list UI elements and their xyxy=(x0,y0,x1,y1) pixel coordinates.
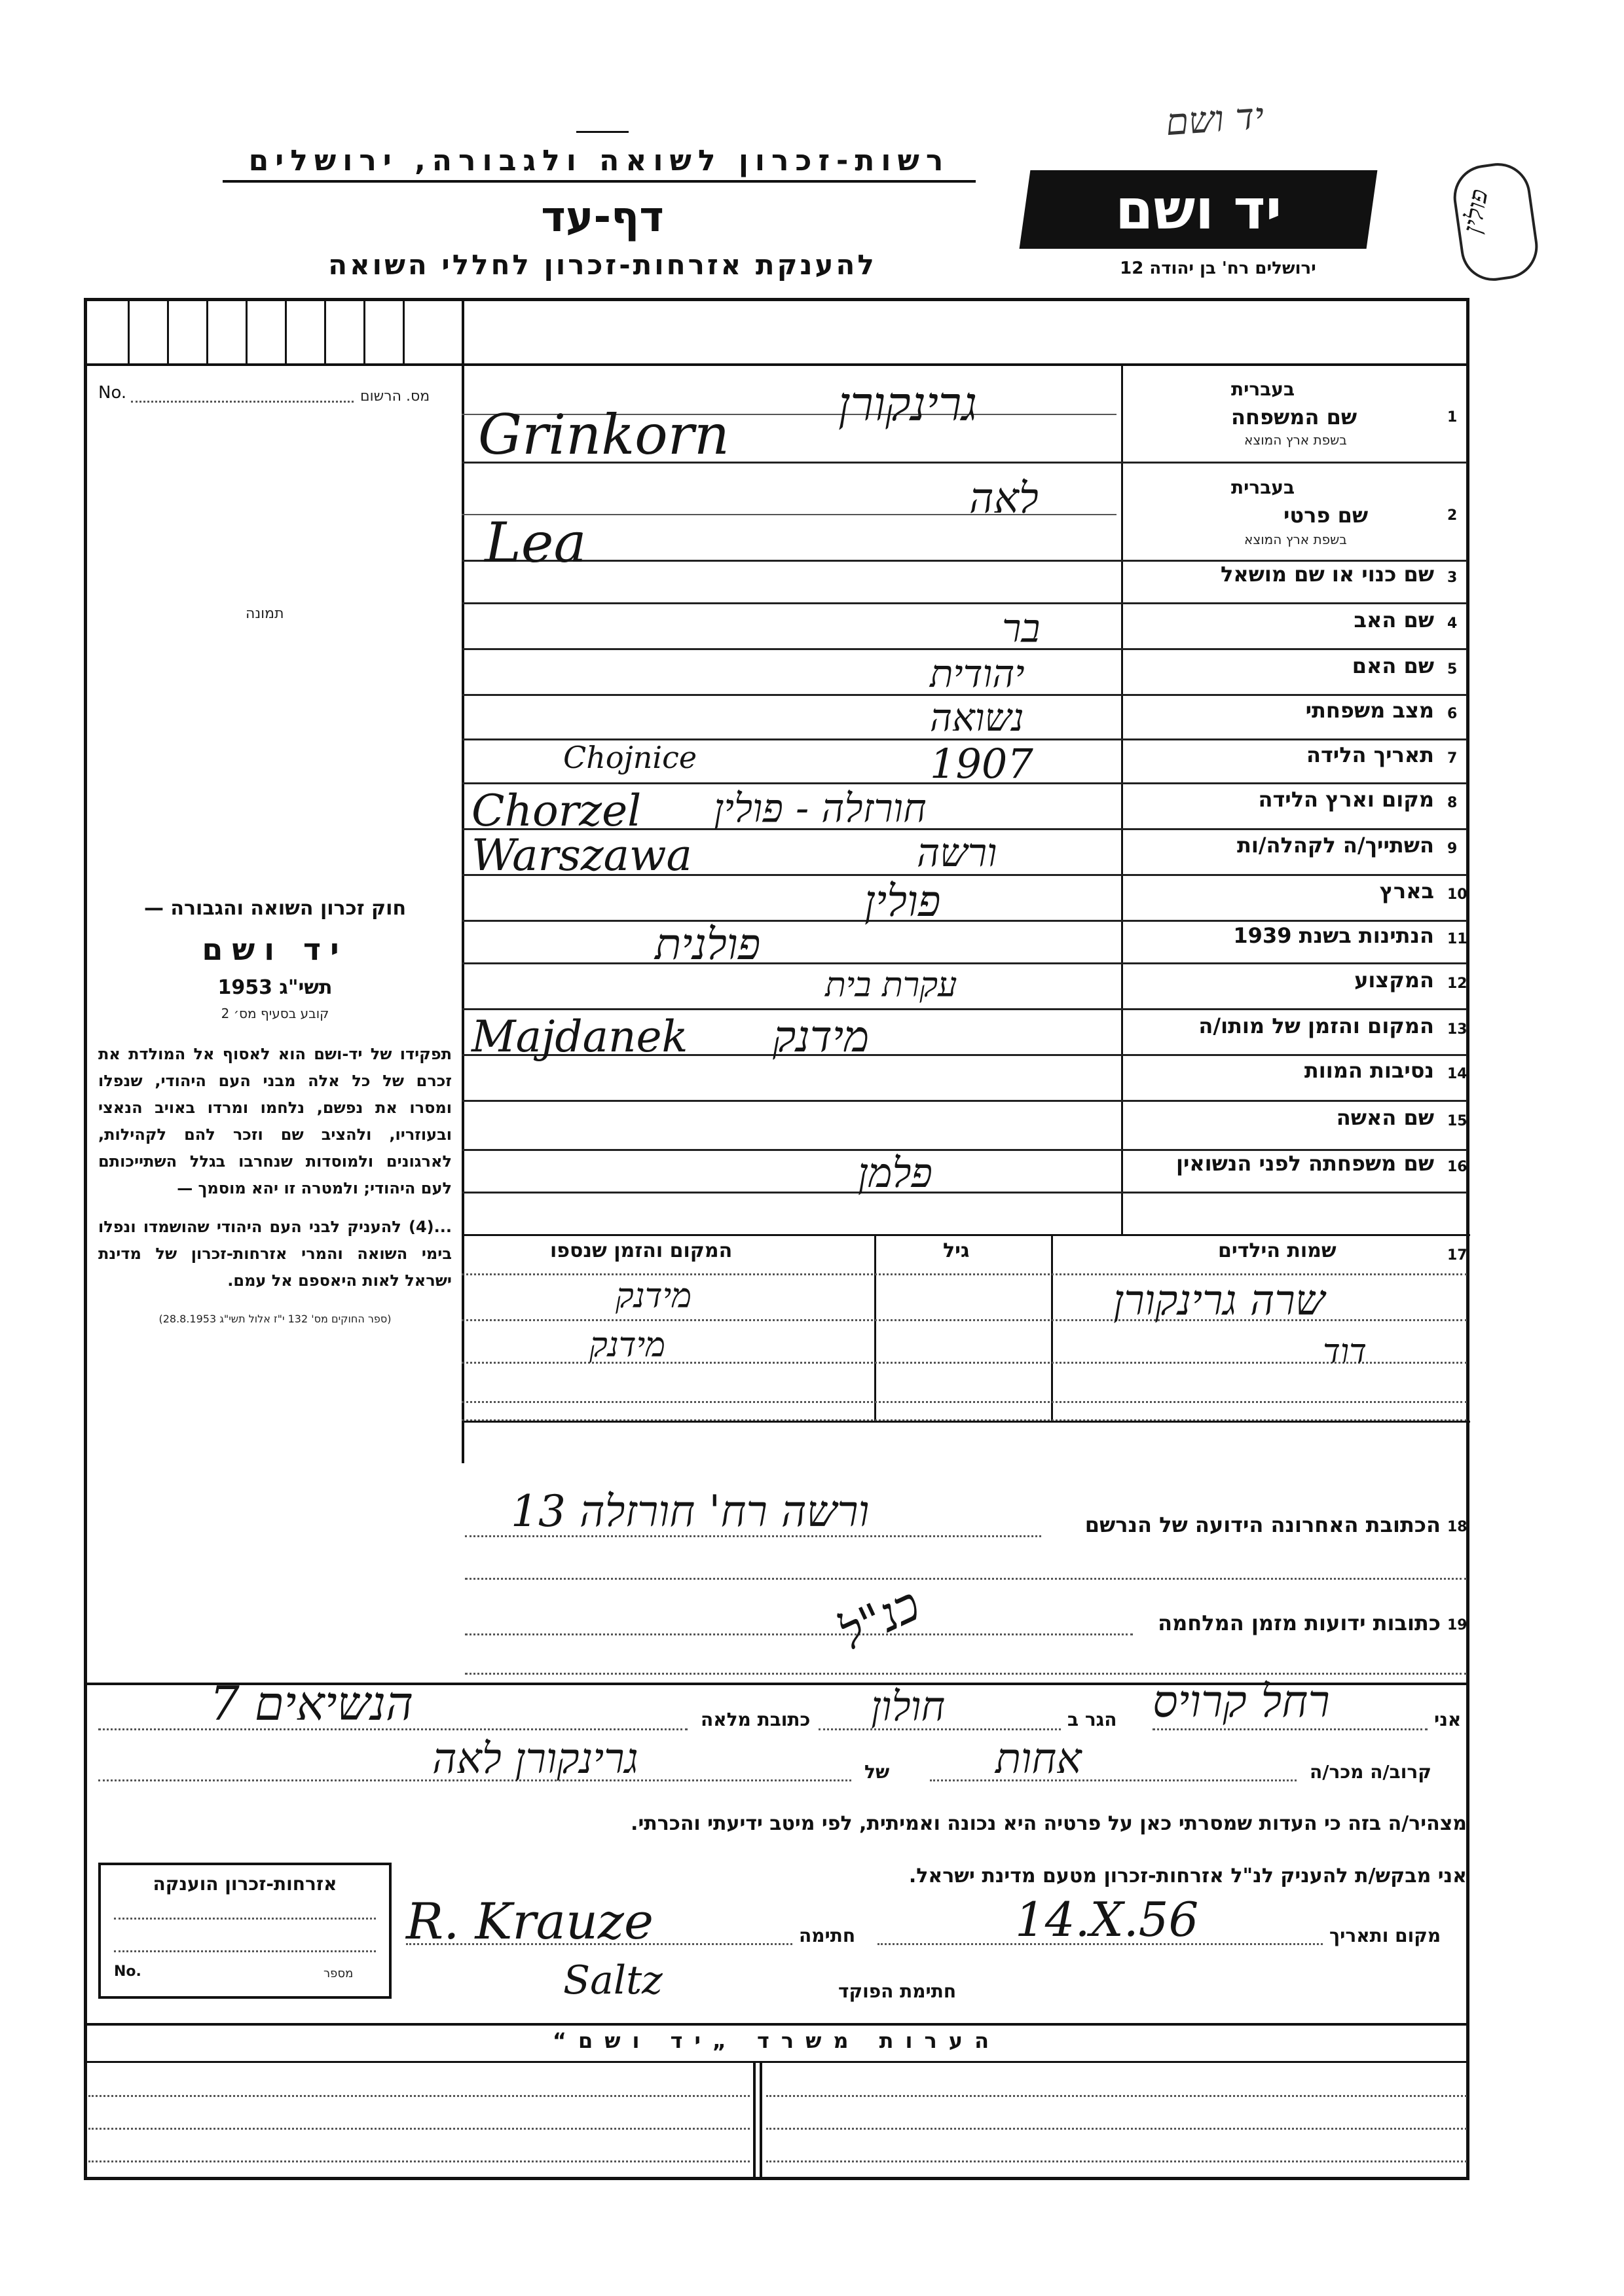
decl-relative: קרוב/ה מכר/ה xyxy=(1310,1761,1431,1783)
decl-ani: אני xyxy=(1434,1709,1462,1730)
yad-vashem-logo xyxy=(1020,170,1378,249)
decl-signature: R. Krauze xyxy=(406,1892,654,1950)
field-7-number: 7 xyxy=(1447,750,1458,767)
field-3-label: שם כנוי או שם מושאל xyxy=(1220,562,1434,587)
decl-place-date: מקום ותאריך xyxy=(1329,1925,1441,1946)
field-12-number: 12 xyxy=(1447,975,1467,992)
law-box xyxy=(98,897,452,1473)
field-9-number: 9 xyxy=(1447,841,1458,857)
notes-title: הערות משרד „יד ושם“ xyxy=(552,2028,1001,2053)
decl-date: 14.X.56 xyxy=(1015,1892,1199,1947)
child-name: דוד xyxy=(1323,1332,1367,1372)
law-paragraph-2: ...(4) להעניק לבני העם היהודי שהושמדו ונפלו בימי השואה והמרי אזרחות-זכרון של מדינת ישראל לאות היאספם אל עמם. xyxy=(98,1218,452,1290)
award-title: אזרחות-זכרון הוענקה xyxy=(153,1873,337,1895)
child-place: מידנק xyxy=(616,1277,692,1316)
field-10-number: 10 xyxy=(1447,886,1467,903)
law-title: חוק זכרון השואה והגבורה — xyxy=(143,897,407,920)
field-5-number: 5 xyxy=(1447,661,1458,678)
field-11-number: 11 xyxy=(1447,931,1467,947)
field-7-value: 1907 xyxy=(930,740,1033,788)
registry-number-label: No. xyxy=(98,383,127,403)
field-15-number: 15 xyxy=(1447,1113,1467,1129)
field-19-label: כתובות ידועות מזמן המלחמה xyxy=(1158,1611,1441,1635)
field-5-label: שם האם xyxy=(1352,653,1434,678)
award-no-label: No. xyxy=(114,1963,141,1980)
registry-label: מס. הרשום xyxy=(360,388,430,405)
field-13-value-latin: Majdanek xyxy=(471,1011,688,1062)
decl-signature-label: חתימה xyxy=(799,1925,856,1946)
field-19-number: 19 xyxy=(1447,1617,1467,1633)
child-name: שרה גרינקורן xyxy=(1113,1277,1325,1325)
field-10-value: פולין xyxy=(864,876,941,926)
award-number-label: מספר xyxy=(323,1967,354,1980)
field-13-value: מידנק xyxy=(773,1011,870,1062)
law-paragraph-1: תפקידו של יד-ושם הוא לאסוף אל המולדת את זכרם של כל אלה מבני העם היהודי, שנפלו ומסרו את נפשם, נלחמו ומרדו באויב הנאצי ובעוזריו, ולהציב שם וזכר להם לקהילות, לארגונים ולמוסדות שנחרבו בגלל השתייכותם לעם היהודי; ולמטרה זו יהא מוסמך — xyxy=(98,1045,452,1197)
field-8-number: 8 xyxy=(1447,795,1458,811)
field-18-label: הכתובת האחרונה הידועה של הנרשם xyxy=(1084,1512,1441,1537)
field-4-number: 4 xyxy=(1447,615,1458,632)
field-4-label: שם האב xyxy=(1354,608,1434,632)
child-place: מידנק xyxy=(589,1326,666,1365)
field-9-value-latin: Warszawa xyxy=(471,830,692,881)
field-6-label: מצב משפחתי xyxy=(1305,698,1434,723)
decl-statement-2: אני מבקש/ת להעניק לנ"ל אזרחות-זכרון מטעם מדינת ישראל. xyxy=(908,1865,1467,1887)
field-label: שם פרטי xyxy=(1283,503,1369,528)
field-9-value: ורשה xyxy=(917,830,997,876)
field-17-number: 17 xyxy=(1447,1247,1467,1264)
children-col-place: המקום והזמן שנספו xyxy=(550,1239,733,1262)
field-8-value-latin: Chorzel xyxy=(471,786,642,836)
field-19-value: כנ"ל xyxy=(830,1576,929,1661)
logo-address: ירושלים רח' בן יהודה 12 xyxy=(1120,259,1316,278)
field-sublabel-hebrew: בעברית xyxy=(1231,378,1295,400)
field-value-latin: Lea xyxy=(485,511,587,575)
field-14-number: 14 xyxy=(1447,1066,1467,1082)
decl-statement-1: מצהיר/ה בזה כי העדות שמסרתי כאן על פרטיה היא נכונה ואמיתית, לפי מיטב ידיעתי והכרתי. xyxy=(631,1812,1467,1835)
field-5-value: יהודית xyxy=(930,651,1025,696)
logo-text: יד ושם xyxy=(1115,177,1282,242)
field-sublabel-origin: בשפת ארץ המוצא xyxy=(1244,432,1347,448)
field-8-label: מקום וארץ הלידה xyxy=(1258,787,1434,812)
field-6-number: 6 xyxy=(1447,706,1458,722)
registry-boxes xyxy=(88,301,462,363)
field-15-label: שם האשה xyxy=(1336,1105,1434,1130)
authority-title: רשות-זכרון לשואה ולגבורה, ירושלים xyxy=(223,144,976,183)
field-8-value: חורזלה - פולין xyxy=(714,786,927,831)
field-sublabel-origin: בשפת ארץ המוצא xyxy=(1244,532,1347,547)
form-subtitle: להענקת אזרחות-זכרון לחללי השואה xyxy=(328,249,877,281)
decl-officer-label: חתימת הפוקד xyxy=(838,1980,957,2002)
law-footnote: (ספר החוקים מס' 132 י"ז אלול תשי"ג 28.8.1953) xyxy=(158,1313,392,1325)
field-14-label: נסיבות המוות xyxy=(1304,1058,1434,1083)
field-value-hebrew: לאה xyxy=(969,475,1039,523)
field-16-number: 16 xyxy=(1447,1159,1467,1175)
field-number: 2 xyxy=(1447,507,1458,524)
field-value-latin: Grinkorn xyxy=(478,403,729,467)
field-11-value: פולנית xyxy=(655,919,761,970)
field-13-number: 13 xyxy=(1447,1021,1467,1038)
field-6-value: נשואה xyxy=(930,695,1024,740)
field-label: שם המשפחה xyxy=(1231,405,1357,429)
field-9-label: השתייך/ה לקהלה/ות xyxy=(1236,833,1434,858)
decl-of: גרינקורן לאה xyxy=(432,1735,638,1783)
field-18-value: ורשה רח' חורזלה 13 xyxy=(511,1486,870,1537)
field-sublabel-hebrew: בעברית xyxy=(1231,477,1295,498)
field-12-label: המקצוע xyxy=(1354,968,1434,993)
field-16-value: פלמן xyxy=(858,1149,933,1197)
corner-note: פולין xyxy=(1457,187,1494,236)
decl-relation: אחות xyxy=(995,1735,1082,1783)
top-scribble: יד ושם xyxy=(1164,94,1266,145)
field-10-label: בארץ xyxy=(1379,879,1434,903)
field-3-number: 3 xyxy=(1447,570,1458,586)
field-4-value: בר xyxy=(1002,606,1041,651)
decl-gar-b: הגר ב xyxy=(1067,1709,1117,1730)
children-col-names: שמות הילדים xyxy=(1218,1239,1337,1262)
law-year: תשי"ג 1953 xyxy=(217,976,333,999)
form-title: דף-עד xyxy=(541,193,664,242)
field-number: 1 xyxy=(1447,409,1458,426)
field-16-label: שם משפחתה לפני הנשואין xyxy=(1175,1151,1434,1176)
decl-shel: של xyxy=(864,1761,890,1783)
award-box xyxy=(98,1863,392,1999)
law-name: יד ושם xyxy=(202,932,348,967)
decl-full-address: כתובת מלאה xyxy=(701,1709,811,1730)
children-col-age: גיל xyxy=(943,1239,970,1262)
decl-officer-signature: Saltz xyxy=(563,1958,663,2003)
field-18-number: 18 xyxy=(1447,1519,1467,1535)
decl-name: רחל קרויס xyxy=(1153,1676,1330,1728)
field-7-label: תאריך הלידה xyxy=(1306,742,1434,767)
field-11-label: הנתינות בשנת 1939 xyxy=(1233,923,1434,948)
field-13-label: המקום והזמן של מותו/ה xyxy=(1198,1013,1434,1038)
decl-address: הנשיאים 7 xyxy=(210,1676,414,1731)
law-sub: קובע בסעיף מס׳ 2 xyxy=(221,1006,329,1021)
field-12-value: עקרת בית xyxy=(825,966,957,1005)
photo-label: תמונה xyxy=(246,606,284,622)
decl-city: חולון xyxy=(871,1683,946,1730)
field-7-value-latin: Chojnice xyxy=(563,740,697,775)
field-value-hebrew: גרינקורן xyxy=(838,376,978,431)
